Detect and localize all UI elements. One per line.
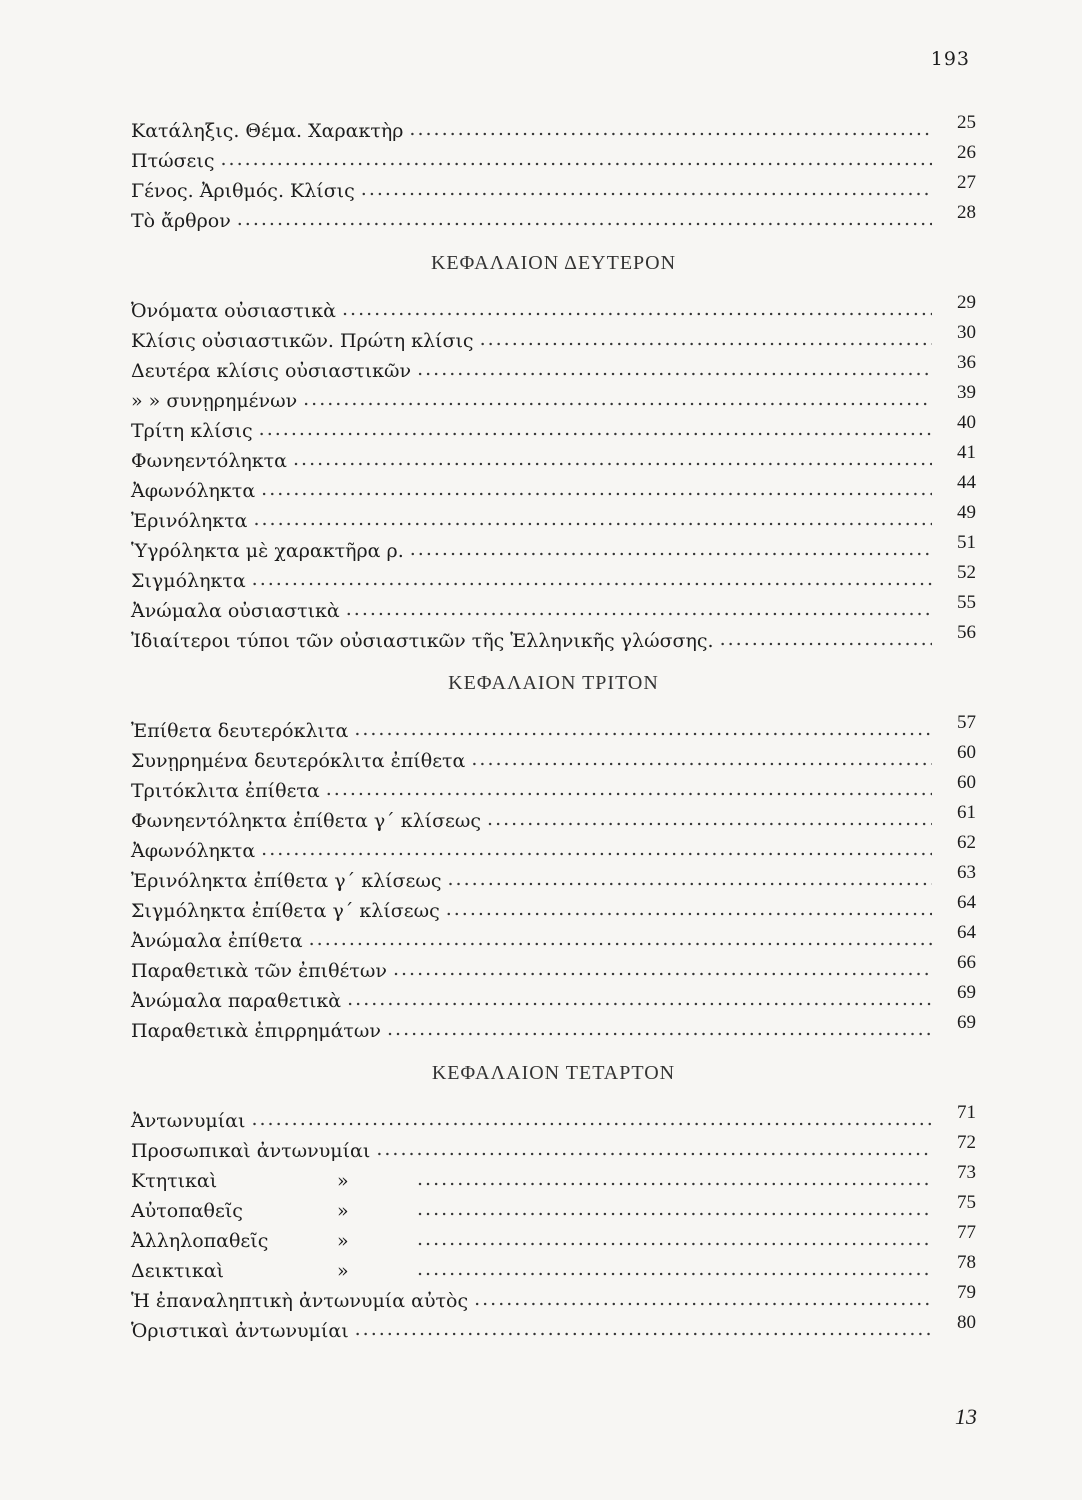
toc-entry-title: Συνῃρημένα δευτερόκλιτα ἐπίθετα xyxy=(131,750,466,772)
toc-entry[interactable] xyxy=(131,112,976,142)
dot-leader xyxy=(326,778,932,800)
toc-entry-title: Ἀνώμαλα οὐσιαστικὰ xyxy=(131,600,340,622)
ditto-mark: » xyxy=(337,1170,349,1192)
dot-leader xyxy=(480,328,932,350)
dot-leader xyxy=(237,208,932,230)
toc-entry-title: Ἀντωνυμίαι xyxy=(131,1110,246,1132)
toc-entry[interactable] xyxy=(131,592,976,622)
toc-entry-title: Ἐρινόληκτα xyxy=(131,510,248,532)
toc-entry-page: 60 xyxy=(957,742,976,763)
chapter-heading: ΚΕΦΑΛΑΙΟΝ ΤΕΤΑΡΤΟΝ xyxy=(431,1062,676,1084)
dot-leader xyxy=(252,568,932,590)
toc-entry[interactable] xyxy=(131,1252,976,1282)
toc-entry-page: 77 xyxy=(957,1222,976,1243)
toc-entry-page: 64 xyxy=(957,922,976,943)
toc-entry-page: 30 xyxy=(957,322,976,343)
toc-entry[interactable] xyxy=(131,382,976,412)
dot-leader xyxy=(309,928,932,950)
toc-section xyxy=(131,248,976,652)
ditto-mark: » xyxy=(337,1200,349,1222)
toc-entry[interactable] xyxy=(131,562,976,592)
toc-entry-page: 56 xyxy=(957,622,976,643)
dot-leader xyxy=(303,388,932,410)
toc-entry[interactable] xyxy=(131,832,976,862)
dot-leader xyxy=(410,538,932,560)
toc-entry-page: 61 xyxy=(957,802,976,823)
toc-entry[interactable] xyxy=(131,202,976,232)
toc-entry-title: Ἀλληλοπαθεῖς xyxy=(131,1230,269,1252)
toc-entry[interactable] xyxy=(131,1102,976,1132)
toc-entry-title: Ἡ ἐπαναληπτικὴ ἀντωνυμία αὐτὸς xyxy=(131,1290,469,1312)
toc-entry-title: Προσωπικαὶ ἀντωνυμίαι xyxy=(131,1140,371,1162)
toc-entry-page: 79 xyxy=(957,1282,976,1303)
toc-entry-page: 62 xyxy=(957,832,976,853)
toc-entry-title: Ἀφωνόληκτα xyxy=(131,480,256,502)
toc-entry[interactable] xyxy=(131,952,976,982)
toc-entry[interactable] xyxy=(131,172,976,202)
toc-entry-page: 51 xyxy=(957,532,976,553)
toc-entry-title: Ἀνώμαλα παραθετικὰ xyxy=(131,990,342,1012)
toc-entry[interactable] xyxy=(131,922,976,952)
dot-leader xyxy=(417,1258,932,1280)
toc-entry[interactable] xyxy=(131,502,976,532)
toc-section xyxy=(131,668,976,1042)
toc-entry[interactable] xyxy=(131,1012,976,1042)
toc-entry-page: 44 xyxy=(957,472,976,493)
dot-leader xyxy=(471,748,932,770)
toc-entry[interactable] xyxy=(131,532,976,562)
table-of-contents xyxy=(131,112,976,1342)
dot-leader xyxy=(448,868,932,890)
chapter-heading: ΚΕΦΑΛΑΙΟΝ ΔΕΥΤΕΡΟΝ xyxy=(430,252,677,274)
chapter-heading: ΚΕΦΑΛΑΙΟΝ ΤΡΙΤΟΝ xyxy=(448,672,659,694)
dot-leader xyxy=(417,1228,932,1250)
dot-leader xyxy=(446,898,932,920)
toc-entry[interactable] xyxy=(131,1222,976,1252)
toc-entry-page: 64 xyxy=(957,892,976,913)
dot-leader xyxy=(417,1198,932,1220)
toc-entry-title: » » συνῃρημένων xyxy=(131,390,298,412)
dot-leader xyxy=(720,628,932,650)
toc-entry[interactable] xyxy=(131,142,976,172)
toc-entry[interactable] xyxy=(131,862,976,892)
toc-entry[interactable] xyxy=(131,1312,976,1342)
dot-leader xyxy=(409,118,932,140)
toc-entry-title: Ἀφωνόληκτα xyxy=(131,840,256,862)
toc-entry-page: 29 xyxy=(957,292,976,313)
toc-entry-title: Γένος. Ἀριθμός. Κλίσις xyxy=(131,180,355,202)
toc-entry[interactable] xyxy=(131,1282,976,1312)
toc-entry-title: Παραθετικὰ ἐπιρρημάτων xyxy=(131,1020,381,1042)
toc-entry[interactable] xyxy=(131,472,976,502)
toc-entry-title: Κλίσις οὐσιαστικῶν. Πρώτη κλίσις xyxy=(131,330,474,352)
dot-leader xyxy=(376,1138,932,1160)
toc-section xyxy=(131,1058,976,1342)
dot-leader xyxy=(393,958,932,980)
toc-entry-page: 72 xyxy=(957,1132,976,1153)
toc-entry-title: Τρίτη κλίσις xyxy=(131,420,253,442)
dot-leader xyxy=(347,988,932,1010)
toc-entry-title: Ἰδιαίτεροι τύποι τῶν οὐσιαστικῶν τῆς Ἑλληνικῆς γλώσσης. xyxy=(131,630,714,652)
toc-entry-title: Ἀνώμαλα ἐπίθετα xyxy=(131,930,303,952)
toc-entry-page: 75 xyxy=(957,1192,976,1213)
dot-leader xyxy=(387,1018,932,1040)
toc-entry[interactable] xyxy=(131,712,976,742)
dot-leader xyxy=(220,148,932,170)
toc-entry-page: 63 xyxy=(957,862,976,883)
toc-entry-page: 71 xyxy=(957,1102,976,1123)
toc-entry-page: 66 xyxy=(957,952,976,973)
toc-entry[interactable] xyxy=(131,352,976,382)
toc-section xyxy=(131,112,976,232)
toc-entry-title: Ὑγρόληκτα μὲ χαρακτῆρα ρ. xyxy=(131,540,404,562)
toc-entry[interactable] xyxy=(131,892,976,922)
toc-entry-page: 49 xyxy=(957,502,976,523)
toc-entry[interactable] xyxy=(131,982,976,1012)
toc-entry-title: Ὀνόματα οὐσιαστικὰ xyxy=(131,300,337,322)
toc-entry[interactable] xyxy=(131,442,976,472)
toc-entry[interactable] xyxy=(131,622,976,652)
dot-leader xyxy=(417,358,932,380)
toc-entry[interactable] xyxy=(131,772,976,802)
toc-entry-title: Δευτέρα κλίσις οὐσιαστικῶν xyxy=(131,360,412,382)
toc-entry-title: Δεικτικαὶ xyxy=(131,1260,225,1282)
toc-entry-page: 26 xyxy=(957,142,976,163)
toc-entry-title: Φωνηεντόληκτα xyxy=(131,450,287,472)
page-number: 193 xyxy=(930,48,970,70)
dot-leader xyxy=(417,1168,932,1190)
toc-entry-page: 40 xyxy=(957,412,976,433)
toc-entry-title: Τὸ ἄρθρον xyxy=(131,210,231,232)
toc-entry-page: 78 xyxy=(957,1252,976,1273)
toc-entry-title: Πτώσεις xyxy=(131,150,215,172)
toc-entry-page: 28 xyxy=(957,202,976,223)
toc-entry-title: Ὁριστικαὶ ἀντωνυμίαι xyxy=(131,1320,349,1342)
ditto-mark: » xyxy=(337,1260,349,1282)
toc-entry-page: 52 xyxy=(957,562,976,583)
dot-leader xyxy=(342,298,932,320)
dot-leader xyxy=(293,448,932,470)
dot-leader xyxy=(474,1288,932,1310)
toc-entry[interactable] xyxy=(131,1162,976,1192)
toc-entry[interactable] xyxy=(131,1192,976,1222)
dot-leader xyxy=(346,598,932,620)
toc-entry[interactable] xyxy=(131,292,976,322)
toc-entry-title: Κτητικαὶ xyxy=(131,1170,218,1192)
toc-entry-page: 69 xyxy=(957,1012,976,1033)
toc-entry[interactable] xyxy=(131,412,976,442)
dot-leader xyxy=(354,718,932,740)
toc-entry-title: Φωνηεντόληκτα ἐπίθετα γ΄ κλίσεως xyxy=(131,810,482,832)
toc-entry-page: 41 xyxy=(957,442,976,463)
toc-entry-title: Σιγμόληκτα ἐπίθετα γ΄ κλίσεως xyxy=(131,900,440,922)
toc-entry[interactable] xyxy=(131,322,976,352)
dot-leader xyxy=(251,1108,932,1130)
signature-mark: 13 xyxy=(955,1404,977,1429)
toc-entry-page: 27 xyxy=(957,172,976,193)
toc-entry-page: 39 xyxy=(957,382,976,403)
toc-entry-title: Ἐπίθετα δευτερόκλιτα xyxy=(131,720,349,742)
dot-leader xyxy=(487,808,932,830)
dot-leader xyxy=(261,478,932,500)
toc-entry-page: 60 xyxy=(957,772,976,793)
toc-entry-title: Ἐρινόληκτα ἐπίθετα γ΄ κλίσεως xyxy=(131,870,442,892)
dot-leader xyxy=(259,418,932,440)
toc-entry-title: Τριτόκλιτα ἐπίθετα xyxy=(131,780,320,802)
toc-entry-page: 55 xyxy=(957,592,976,613)
toc-entry-title: Κατάληξις. Θέμα. Χαρακτὴρ xyxy=(131,120,404,142)
toc-entry[interactable] xyxy=(131,742,976,772)
toc-entry-page: 25 xyxy=(957,112,976,133)
toc-entry-page: 80 xyxy=(957,1312,976,1333)
toc-entry-page: 57 xyxy=(957,712,976,733)
ditto-mark: » xyxy=(337,1230,349,1252)
toc-entry[interactable] xyxy=(131,1132,976,1162)
toc-entry-page: 73 xyxy=(957,1162,976,1183)
dot-leader xyxy=(355,1318,932,1340)
toc-entry-page: 36 xyxy=(957,352,976,373)
toc-entry-title: Σιγμόληκτα xyxy=(131,570,246,592)
dot-leader xyxy=(361,178,932,200)
dot-leader xyxy=(261,838,932,860)
toc-entry-title: Αὐτοπαθεῖς xyxy=(131,1200,243,1222)
toc-entry-page: 69 xyxy=(957,982,976,1003)
toc-entry-title: Παραθετικὰ τῶν ἐπιθέτων xyxy=(131,960,387,982)
toc-entry[interactable] xyxy=(131,802,976,832)
dot-leader xyxy=(253,508,932,530)
